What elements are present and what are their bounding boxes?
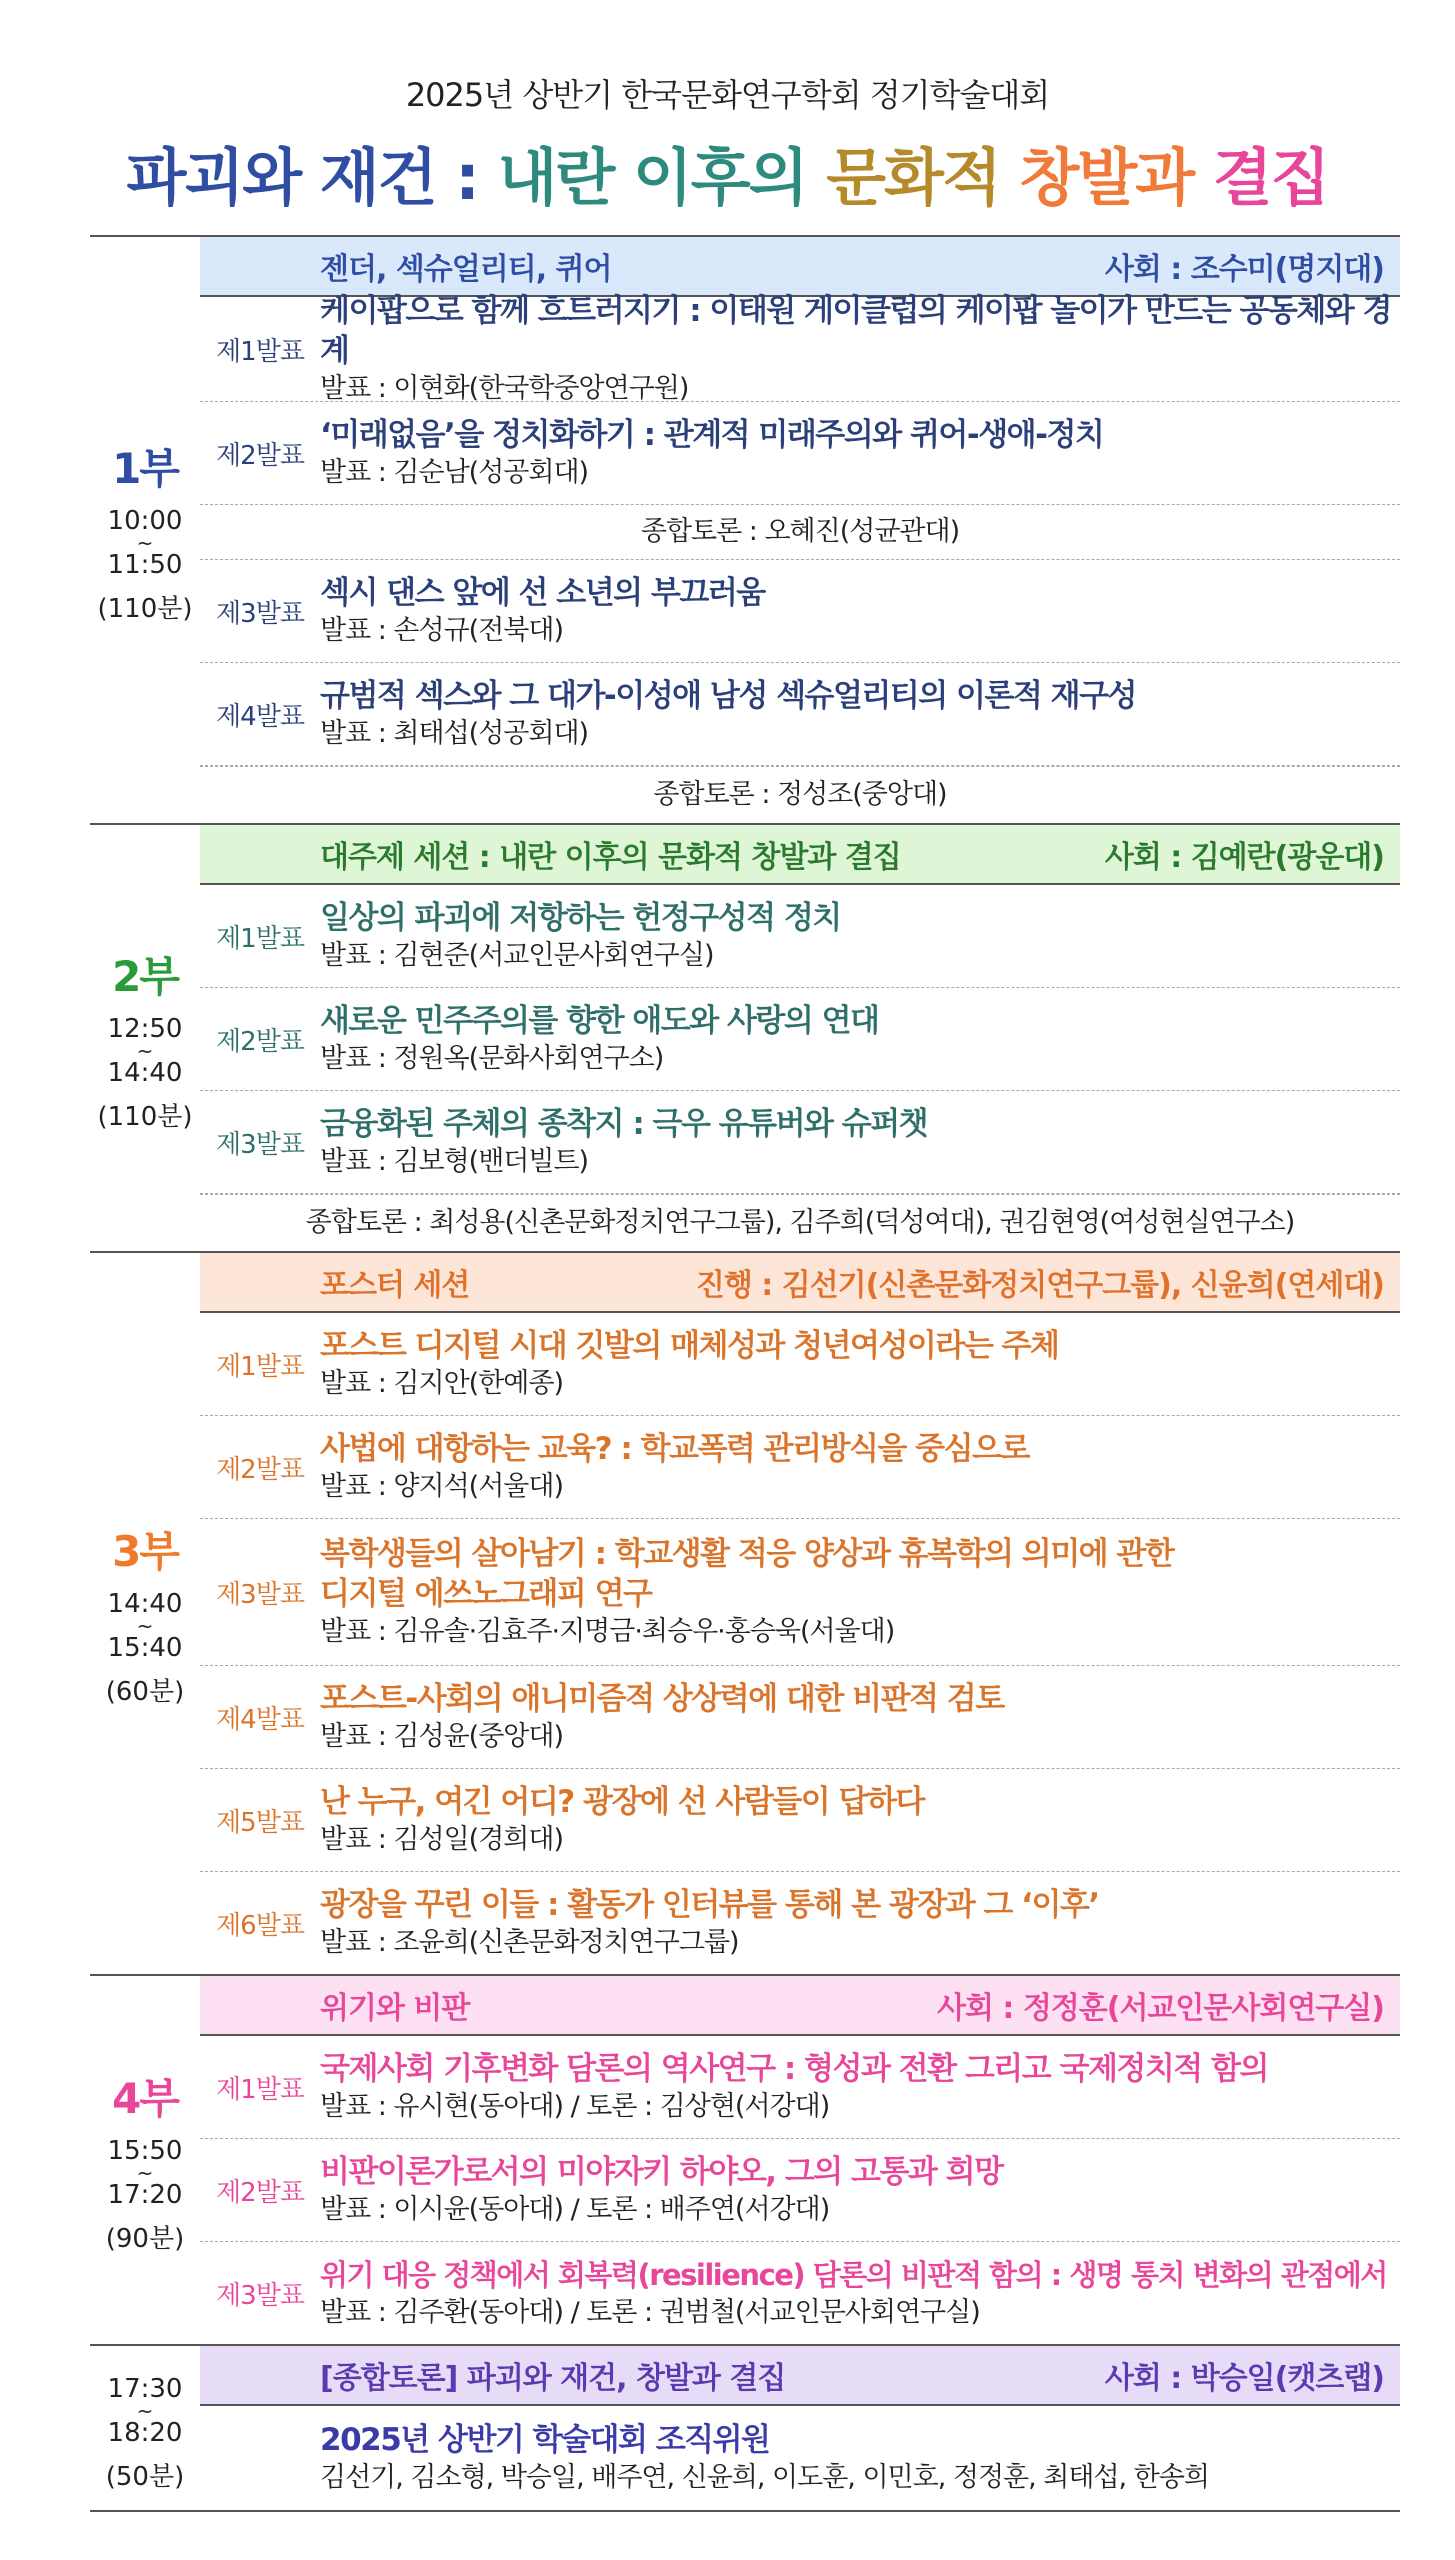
presentation-content xyxy=(320,670,1400,758)
presentation-row xyxy=(200,1313,1400,1416)
presenter: 발표 : 최태섭(성공회대) xyxy=(320,718,589,749)
presentation-title-line2: 디지털 에쓰노그래피 연구 xyxy=(320,1576,652,1612)
committee-content xyxy=(320,2414,1400,2502)
conference-subtitle: 2025년 상반기 한국문화연구학회 정기학술대회 xyxy=(405,76,1050,114)
session-label xyxy=(90,237,200,823)
band-title: 포스터 세션 xyxy=(320,1268,470,1303)
time-end: 15:40 xyxy=(107,1633,183,1663)
session-label xyxy=(90,1253,200,1974)
presentation-row xyxy=(200,2242,1400,2344)
presentation-row xyxy=(200,1666,1400,1769)
time-range xyxy=(108,2134,183,2212)
presentation-title: 일상의 파괴에 저항하는 헌정구성적 정치 xyxy=(320,900,841,936)
session-band xyxy=(200,1253,1400,1313)
presentation-content xyxy=(320,995,1400,1083)
presentation-row xyxy=(200,1416,1400,1519)
time-range xyxy=(108,1012,183,1090)
tilde-glyph: ~ xyxy=(136,530,154,555)
presentation-content xyxy=(320,1320,1400,1408)
presentation-title: 난 누구, 여긴 어디? 광장에 선 사람들이 답하다 xyxy=(320,1784,924,1820)
presentation-title: 금융화된 주체의 종착지 : 극우 유튜버와 슈퍼챗 xyxy=(320,1106,928,1142)
general-discussion: 종합토론 : 오혜진(성균관대) xyxy=(200,505,1400,560)
presentation-row xyxy=(200,402,1400,505)
schedule-table xyxy=(90,235,1400,2512)
presentation-content xyxy=(320,2249,1400,2337)
presentation-number: 제2발표 xyxy=(216,2177,304,2208)
presentation-number: 제3발표 xyxy=(216,1129,304,1160)
committee-members: 김선기, 김소형, 박승일, 배주연, 신윤희, 이도훈, 이민호, 정정훈, 최태섭, 한송희 xyxy=(320,2462,1209,2493)
time-end: 18:20 xyxy=(107,2417,183,2448)
session-1 xyxy=(90,237,1400,825)
tilde-glyph: ~ xyxy=(136,1038,154,1063)
presenter: 발표 : 이현화(한국학중앙연구원) xyxy=(320,373,689,404)
presentation-row xyxy=(200,1769,1400,1872)
session-band xyxy=(200,1976,1400,2036)
duration: (90분) xyxy=(105,2223,185,2254)
presentation-row xyxy=(200,1519,1400,1666)
time-range xyxy=(108,2372,183,2450)
presentation-row xyxy=(200,2139,1400,2242)
presenter: 발표 : 김지안(한예종) xyxy=(320,1368,563,1399)
presentation-title: 포스트-사회의 애니미즘적 상상력에 대한 비판적 검토 xyxy=(320,1681,1004,1717)
presentation-content xyxy=(320,2043,1400,2131)
session-band xyxy=(200,2346,1400,2406)
tilde-glyph: ~ xyxy=(136,1614,154,1638)
presentation-content xyxy=(320,2146,1400,2234)
presentation-number: 제1발표 xyxy=(216,1351,304,1382)
presentation-number: 제1발표 xyxy=(216,2074,304,2105)
session-band xyxy=(200,825,1400,885)
presentation-title: 광장을 꾸린 이들 : 활동가 인터뷰를 통해 본 광장과 그 ‘이후’ xyxy=(320,1887,1099,1923)
presentation-content xyxy=(320,1098,1400,1186)
title-part-4: 창발과 xyxy=(1019,141,1213,214)
presentation-row xyxy=(200,988,1400,1091)
duration: (50분) xyxy=(105,2461,185,2492)
time-end: 11:50 xyxy=(107,549,183,580)
general-discussion: 종합토론 : 정성조(중앙대) xyxy=(200,766,1400,823)
presentation-number: 제4발표 xyxy=(216,701,304,732)
committee-title: 2025년 상반기 학술대회 조직위원 xyxy=(320,2422,770,2458)
committee-row xyxy=(200,2406,1400,2510)
title-part-5: 결집 xyxy=(1212,141,1329,214)
time-start: 15:50 xyxy=(107,2135,183,2166)
title-part-1: 파괴와 재건 : xyxy=(126,141,498,214)
time-start: 14:40 xyxy=(107,1589,183,1619)
presentation-row xyxy=(200,1091,1400,1194)
presenter: 발표 : 김성일(경희대) xyxy=(320,1824,563,1855)
presentation-row xyxy=(200,1872,1400,1974)
presenter: 발표 : 김현준(서교인문사회연구실) xyxy=(320,940,714,971)
part-label: 2부 xyxy=(112,951,178,1001)
presentation-row xyxy=(200,663,1400,766)
presentation-number: 제2발표 xyxy=(216,440,304,471)
presenter: 발표 : 김성윤(중앙대) xyxy=(320,1721,563,1752)
header xyxy=(0,70,1455,217)
presentation-number: 제1발표 xyxy=(216,336,304,367)
time-start: 10:00 xyxy=(107,505,183,536)
duration: (110분) xyxy=(97,593,193,624)
presenter: 발표 : 김유솔·김효주·지명금·최승우·홍승욱(서울대) xyxy=(320,1616,895,1647)
presentation-number: 제1발표 xyxy=(216,923,304,954)
presentation-number: 제3발표 xyxy=(216,598,304,629)
duration: (110분) xyxy=(97,1101,193,1132)
presentation-content xyxy=(320,409,1400,497)
band-host: 사회 : 박승일(캣츠랩) xyxy=(1104,2361,1384,2396)
presentation-content xyxy=(320,1528,1400,1656)
session-label xyxy=(90,2346,200,2510)
presenter: 발표 : 정원옥(문화사회연구소) xyxy=(320,1043,664,1074)
band-host: 진행 : 김선기(신촌문화정치연구그룹), 신윤희(연세대) xyxy=(695,1268,1384,1303)
presentation-title: 위기 대응 정책에서 회복력(resilience) 담론의 비판적 함의 : 생명 통치 변화의 관점에서 xyxy=(320,2258,1387,2292)
presentation-row xyxy=(200,560,1400,663)
band-title: [종합토론] 파괴와 재건, 창발과 결집 xyxy=(320,2361,786,2396)
duration: (60분) xyxy=(105,1677,185,1707)
band-title: 위기와 비판 xyxy=(320,1991,470,2026)
presenter: 발표 : 김순남(성공회대) xyxy=(320,457,589,488)
band-host: 사회 : 정정훈(서교인문사회연구실) xyxy=(936,1991,1384,2026)
session-2 xyxy=(90,825,1400,1253)
band-title: 젠더, 섹슈얼리티, 퀴어 xyxy=(320,252,612,287)
session-body xyxy=(200,1253,1400,1974)
conference-title xyxy=(0,128,1455,217)
tilde-glyph: ~ xyxy=(136,2160,154,2185)
presentation-title: 국제사회 기후변화 담론의 역사연구 : 형성과 전환 그리고 국제정치적 함의 xyxy=(320,2051,1268,2087)
part-label: 3부 xyxy=(112,1527,178,1576)
presentation-row xyxy=(200,885,1400,988)
presentation-title: 비판이론가로서의 미야자키 하야오, 그의 고통과 희망 xyxy=(320,2154,1003,2190)
presentation-content xyxy=(320,1776,1400,1864)
presentation-title: 사법에 대항하는 교육? : 학교폭력 관리방식을 중심으로 xyxy=(320,1431,1029,1467)
time-end: 14:40 xyxy=(107,1057,183,1088)
presenter: 발표 : 김보형(밴더빌트) xyxy=(320,1146,589,1177)
presentation-number: 제3발표 xyxy=(216,1579,304,1610)
time-start: 12:50 xyxy=(107,1013,183,1044)
session-label xyxy=(90,1976,200,2344)
presentation-row xyxy=(200,293,1400,404)
presenter: 발표 : 조윤희(신촌문화정치연구그룹) xyxy=(320,1927,739,1958)
presentation-content xyxy=(320,892,1400,980)
part-label: 1부 xyxy=(112,443,178,493)
session-3 xyxy=(90,1253,1400,1976)
session-body xyxy=(200,237,1400,823)
time-start: 17:30 xyxy=(107,2373,183,2404)
presentation-number: 제6발표 xyxy=(216,1910,304,1941)
presentation-title: 케이팝으로 함께 흐트러지기 : 이태원 게이클럽의 케이팝 놀이가 만드는 공동체와 경계 xyxy=(320,293,1391,369)
presentation-content xyxy=(320,1879,1400,1967)
presentation-title: 복학생들의 살아남기 : 학교생활 적응 양상과 휴복학의 의미에 관한 xyxy=(320,1536,1174,1572)
presentation-content xyxy=(320,567,1400,655)
presentation-title: 섹시 댄스 앞에 선 소년의 부끄러움 xyxy=(320,575,765,611)
tilde-glyph: ~ xyxy=(136,2398,154,2423)
presentation-title: 포스트 디지털 시대 깃발의 매체성과 청년여성이라는 주체 xyxy=(320,1328,1059,1364)
presenter: 발표 : 이시윤(동아대) / 토론 : 배주연(서강대) xyxy=(320,2194,830,2225)
presenter: 발표 : 양지석(서울대) xyxy=(320,1471,563,1502)
general-discussion: 종합토론 : 최성용(신촌문화정치연구그룹), 김주희(덕성여대), 권김현영(여성현실연구소) xyxy=(200,1194,1400,1251)
presentation-number: 제2발표 xyxy=(216,1454,304,1485)
presenter: 발표 : 김주환(동아대) / 토론 : 권범철(서교인문사회연구실) xyxy=(320,2297,980,2328)
presentation-title: ‘미래없음’을 정치화하기 : 관계적 미래주의와 퀴어-생애-정치 xyxy=(320,417,1104,453)
session-body xyxy=(200,1976,1400,2344)
presentation-row xyxy=(200,2036,1400,2139)
band-host: 사회 : 김예란(광운대) xyxy=(1104,840,1384,875)
band-title: 대주제 세션 : 내란 이후의 문화적 창발과 결집 xyxy=(320,840,901,875)
presentation-number: 제5발표 xyxy=(216,1807,304,1838)
session-body xyxy=(200,825,1400,1251)
presentation-number: 제2발표 xyxy=(216,1026,304,1057)
session-5 xyxy=(90,2346,1400,2512)
session-label xyxy=(90,825,200,1251)
presenter: 발표 : 손성규(전북대) xyxy=(320,615,563,646)
band-host: 사회 : 조수미(명지대) xyxy=(1104,252,1384,287)
time-range xyxy=(108,504,183,582)
part-label: 4부 xyxy=(112,2073,178,2123)
session-body xyxy=(200,2346,1400,2510)
presentation-title: 규범적 섹스와 그 대가-이성애 남성 섹슈얼리티의 이론적 재구성 xyxy=(320,678,1137,714)
presentation-content xyxy=(320,1423,1400,1511)
time-range xyxy=(108,1587,183,1665)
presentation-number: 제3발표 xyxy=(216,2280,304,2311)
time-end: 17:20 xyxy=(107,2179,183,2210)
presentation-content xyxy=(320,1673,1400,1761)
title-part-3: 문화적 xyxy=(826,141,1020,214)
session-4 xyxy=(90,1976,1400,2346)
presentation-number: 제4발표 xyxy=(216,1704,304,1735)
presentation-content xyxy=(320,285,1400,413)
presentation-title: 새로운 민주주의를 향한 애도와 사랑의 연대 xyxy=(320,1003,879,1039)
presenter: 발표 : 유시현(동아대) / 토론 : 김상현(서강대) xyxy=(320,2091,830,2122)
title-part-2: 내란 이후의 xyxy=(497,141,827,214)
